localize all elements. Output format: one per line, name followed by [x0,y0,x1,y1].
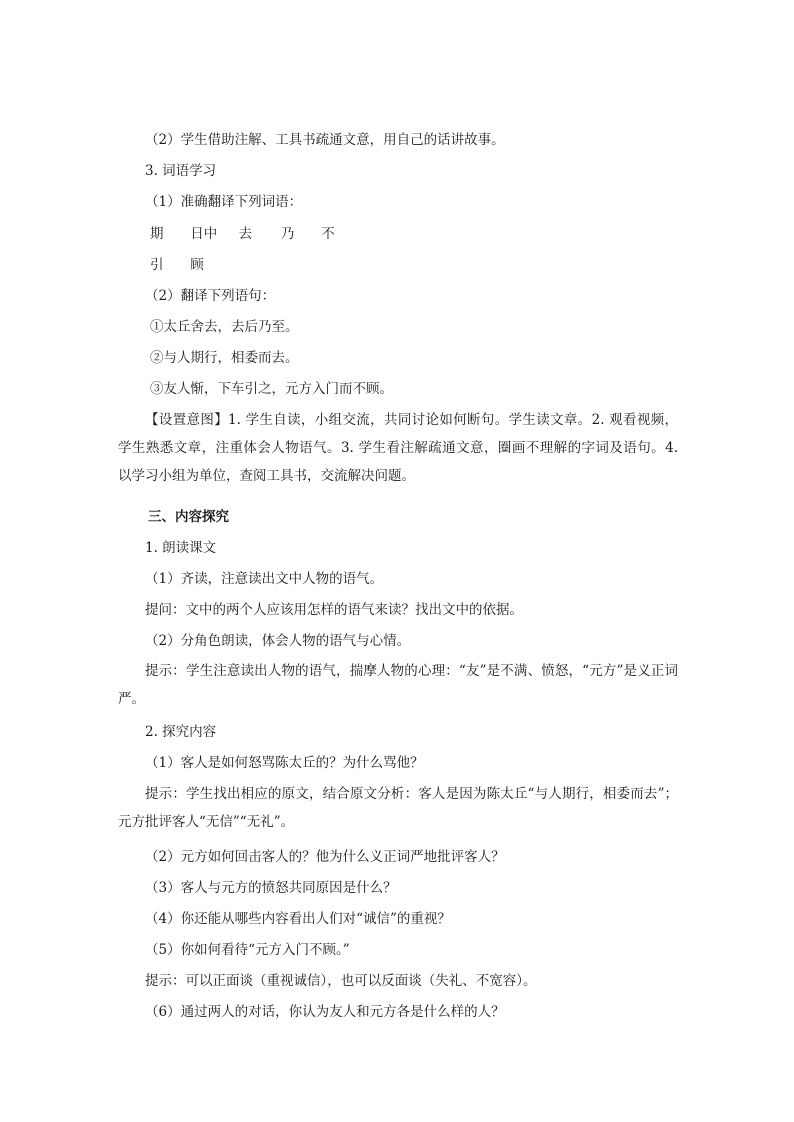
text-line: （2）分角色朗读，体会人物的语气与心情。 [145,633,411,649]
hint-paragraph: 提示：学生注意读出人物的语气，揣摩人物的心理：“友”是不满、愤怒，“元方”是义正词严。 [118,663,678,707]
vocab-word: 日中 [190,226,218,242]
section-heading-content-inquiry: 三、内容探究 [148,509,229,525]
vocab-word: 引 [150,257,164,273]
subheading-explore: 2. 探究内容 [145,724,217,740]
vocab-word: 期 [150,226,164,242]
text-line: 提示：可以正面谈（重视诚信），也可以反面谈（失礼、不宽容）。 [145,973,537,989]
text-line: （2）元方如何回击客人的？他为什么义正词严地批评客人？ [145,849,505,865]
text-line: 提问：文中的两个人应该用怎样的语气来读？找出文中的依据。 [145,602,523,618]
subheading-vocab: 3. 词语学习 [145,163,217,179]
text-line: （5）你如何看待“元方入门不顾。” [145,942,350,958]
text-line: （4）你还能从哪些内容看出人们对“诚信”的重视？ [145,911,451,927]
text-line: （1）客人是如何怒骂陈太丘的？为什么骂他？ [145,755,424,771]
vocab-word: 顾 [190,257,204,273]
sentence-2: ②与人期行，相委而去。 [150,350,299,366]
vocab-word: 去 [238,226,253,242]
text-line: （3）客人与元方的愤怒共同原因是什么？ [145,880,397,896]
text-line: （1）齐读，注意读出文中人物的语气。 [145,571,384,587]
vocab-row-1 [150,225,710,243]
hint-paragraph: 提示：学生找出相应的原文，结合原文分析：客人是因为陈太丘“与人期行，相委而去”；元方批评客人“无信”“无礼”。 [118,786,678,830]
vocab-word: 乃 [280,226,295,242]
text-line: （6）通过两人的对话，你认为友人和元方各是什么样的人？ [145,1004,505,1020]
subheading-read-aloud: 1. 朗读课文 [145,540,217,556]
vocab-word: 不 [321,226,335,242]
text-line: （2）翻译下列语句： [145,288,276,304]
design-intent-paragraph: 【设置意图】1. 学生自读，小组交流，共同讨论如何断句。学生读文章。2. 观看视频，学生熟悉文章，注重体会人物语气。3. 学生看注解疏通文意，圈画不理解的字词及语句。4. 以学习小组为单位，查阅工具书，交流解决问题。 [118,412,678,484]
sentence-3: ③友人惭，下车引之，元方入门而不顾。 [150,381,393,397]
sentence-1: ①太丘舍去，去后乃至。 [150,319,299,335]
text-line: （1）准确翻译下列词语： [145,194,303,210]
text-line: （2）学生借助注解、工具书疏通文意，用自己的话讲故事。 [145,132,505,148]
vocab-row-2 [150,256,710,274]
